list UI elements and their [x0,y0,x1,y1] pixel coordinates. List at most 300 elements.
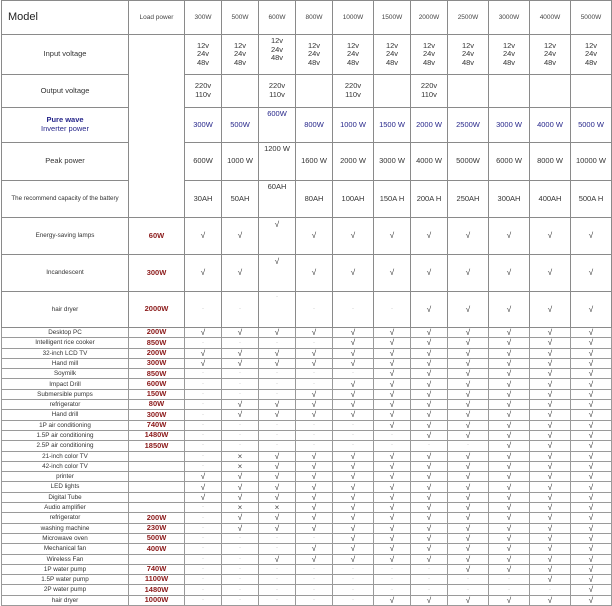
dash-mark-icon: - [185,451,222,461]
check-mark-icon: √ [259,348,296,358]
check-mark-icon: √ [296,461,333,471]
check-mark-icon: √ [448,292,489,328]
appliance-row [2,441,612,451]
voltage-line: 48v [422,57,436,67]
voltage-line: 48v [461,57,475,67]
dash-mark-icon: - [222,564,259,574]
check-mark-icon: √ [374,379,411,389]
check-mark-icon: √ [448,503,489,513]
check-mark-icon: √ [530,451,571,461]
voltage-line: 24v [502,49,516,59]
check-mark-icon: √ [489,379,530,389]
check-mark-icon: √ [489,338,530,348]
check-mark-icon: √ [448,595,489,605]
column-header: 500W [222,1,259,35]
check-mark-icon: √ [448,523,489,533]
dash-mark-icon: - [222,389,259,399]
voltage-line: 24v [233,49,247,59]
check-mark-icon: √ [259,218,296,255]
dash-mark-icon: - [374,585,411,595]
dash-mark-icon: - [489,575,530,585]
check-mark-icon: √ [374,410,411,420]
voltage-line: 48v [196,57,210,67]
check-mark-icon: √ [530,410,571,420]
voltage-line: 48v [385,57,399,67]
check-mark-icon: √ [222,328,259,338]
check-mark-icon: √ [333,410,374,420]
check-mark-icon: √ [571,369,612,379]
appliance-row [2,472,612,482]
appliance-name: 42-inch color TV [2,461,129,471]
input-voltage-value [222,35,259,75]
dash-mark-icon: - [259,379,296,389]
column-header: 600W [259,1,296,35]
appliance-load-power: 230W [129,523,185,533]
check-mark-icon: √ [411,430,448,440]
appliance-load-power: 1480W [129,430,185,440]
check-mark-icon: √ [374,544,411,554]
dash-mark-icon: - [185,389,222,399]
peak-power-value: 1000 W [222,143,259,181]
dash-mark-icon: - [185,564,222,574]
dash-mark-icon: - [259,441,296,451]
check-mark-icon: √ [374,482,411,492]
appliance-load-power [129,461,185,471]
appliance-name: Intelligent rice cooker [2,338,129,348]
pure-wave-value: 5000 W [571,108,612,143]
dash-mark-icon: - [259,544,296,554]
dash-mark-icon: - [185,430,222,440]
check-mark-icon: √ [571,451,612,461]
check-mark-icon: √ [259,492,296,502]
voltage-line: 12v [346,40,360,50]
dash-mark-icon: - [296,533,333,543]
appliance-row [2,410,612,420]
check-mark-icon: √ [222,472,259,482]
peak-power-value: 8000 W [530,143,571,181]
appliance-row [2,564,612,574]
dash-mark-icon: - [259,430,296,440]
dash-mark-icon: - [185,338,222,348]
dash-mark-icon: - [259,389,296,399]
check-mark-icon: √ [448,451,489,461]
appliance-row [2,503,612,513]
appliance-name: Microwave oven [2,533,129,543]
voltage-line: 12v [584,40,598,50]
appliance-row [2,338,612,348]
check-mark-icon: √ [259,482,296,492]
check-mark-icon: √ [489,451,530,461]
voltage-line: 110v [195,90,211,99]
appliance-row [2,348,612,358]
check-mark-icon: √ [411,544,448,554]
check-mark-icon: √ [530,420,571,430]
check-mark-icon: √ [448,218,489,255]
appliance-load-power: 1100W [129,575,185,585]
output-voltage-value [448,75,489,108]
appliance-name: Incandescent [2,255,129,292]
battery-value: 400AH [530,181,571,218]
check-mark-icon: √ [333,533,374,543]
check-mark-icon: √ [448,513,489,523]
dash-mark-icon: - [222,554,259,564]
dash-mark-icon: - [185,585,222,595]
appliance-row [2,575,612,585]
check-mark-icon: √ [571,503,612,513]
check-mark-icon: √ [489,369,530,379]
check-mark-icon: √ [571,544,612,554]
check-mark-icon: √ [374,420,411,430]
check-mark-icon: √ [571,513,612,523]
appliance-load-power [129,482,185,492]
check-mark-icon: √ [448,338,489,348]
dash-mark-icon: - [222,292,259,328]
cross-mark-icon: × [259,503,296,513]
appliance-name: 32-inch LCD TV [2,348,129,358]
check-mark-icon: √ [259,400,296,410]
check-mark-icon: √ [571,348,612,358]
appliance-load-power: 500W [129,533,185,543]
check-mark-icon: √ [571,492,612,502]
check-mark-icon: √ [222,255,259,292]
dash-mark-icon: - [296,564,333,574]
check-mark-icon: √ [411,492,448,502]
appliance-load-power: 600W [129,379,185,389]
dash-mark-icon: - [333,575,374,585]
check-mark-icon: √ [222,348,259,358]
appliance-row [2,400,612,410]
check-mark-icon: √ [571,328,612,338]
check-mark-icon: √ [448,410,489,420]
check-mark-icon: √ [530,328,571,338]
dash-mark-icon: - [333,430,374,440]
column-header: 3000W [489,1,530,35]
check-mark-icon: √ [185,358,222,368]
voltage-line: 24v [346,49,360,59]
check-mark-icon: √ [259,451,296,461]
check-mark-icon: √ [489,400,530,410]
battery-value: 200A H [411,181,448,218]
check-mark-icon: √ [411,503,448,513]
dash-mark-icon: - [222,369,259,379]
pure-wave-label [2,108,129,143]
voltage-line: 12v [196,40,210,50]
appliance-row [2,492,612,502]
appliance-name: 1P water pump [2,564,129,574]
check-mark-icon: √ [374,358,411,368]
check-mark-icon: √ [333,379,374,389]
check-mark-icon: √ [259,328,296,338]
dash-mark-icon: - [259,595,296,605]
check-mark-icon: √ [259,513,296,523]
check-mark-icon: √ [296,400,333,410]
appliance-row [2,430,612,440]
check-mark-icon: √ [530,482,571,492]
check-mark-icon: √ [530,400,571,410]
battery-value: 300AH [489,181,530,218]
appliance-name: Soymilk [2,369,129,379]
voltage-line: 12v [270,36,284,45]
check-mark-icon: √ [489,328,530,338]
appliance-load-power: 1480W [129,585,185,595]
check-mark-icon: √ [411,400,448,410]
dash-mark-icon: - [333,292,374,328]
check-mark-icon: √ [530,255,571,292]
appliance-row [2,358,612,368]
dash-mark-icon: - [448,441,489,451]
check-mark-icon: √ [222,513,259,523]
check-mark-icon: √ [489,492,530,502]
check-mark-icon: √ [333,544,374,554]
check-mark-icon: √ [489,218,530,255]
check-mark-icon: √ [411,523,448,533]
dash-mark-icon: - [185,292,222,328]
check-mark-icon: √ [296,554,333,564]
check-mark-icon: √ [411,472,448,482]
check-mark-icon: √ [333,400,374,410]
dash-mark-icon: - [489,585,530,595]
voltage-line: 220v [268,81,286,91]
appliance-name: 1.5P water pump [2,575,129,585]
peak-power-label: Peak power [2,143,129,181]
voltage-line: 24v [422,49,436,59]
input-voltage-value [333,35,374,75]
check-mark-icon: √ [374,523,411,533]
check-mark-icon: √ [489,482,530,492]
check-mark-icon: √ [333,328,374,338]
dash-mark-icon: - [185,533,222,543]
dash-mark-icon: - [259,420,296,430]
input-voltage-value [185,35,222,75]
check-mark-icon: √ [530,379,571,389]
pure-wave-value: 800W [296,108,333,143]
check-mark-icon: √ [333,472,374,482]
dash-mark-icon: - [185,595,222,605]
appliance-load-power [129,492,185,502]
check-mark-icon: √ [259,523,296,533]
output-voltage-value [333,75,374,108]
check-mark-icon: √ [374,472,411,482]
check-mark-icon: √ [530,513,571,523]
check-mark-icon: √ [571,400,612,410]
appliance-load-power: 300W [129,255,185,292]
appliance-name: washing machine [2,523,129,533]
voltage-line: 220v [194,81,212,91]
dash-mark-icon: - [296,585,333,595]
output-voltage-value [222,75,259,108]
check-mark-icon: √ [374,513,411,523]
check-mark-icon: √ [333,348,374,358]
check-mark-icon: √ [530,492,571,502]
load-power-blank [129,35,185,218]
appliance-name: Mechanical fan [2,544,129,554]
dash-mark-icon: - [296,369,333,379]
output-voltage-value [185,75,222,108]
dash-mark-icon: - [296,430,333,440]
check-mark-icon: √ [571,533,612,543]
check-mark-icon: √ [411,348,448,358]
appliance-row [2,482,612,492]
check-mark-icon: √ [259,461,296,471]
appliance-name: Digital Tube [2,492,129,502]
check-mark-icon: √ [259,410,296,420]
check-mark-icon: √ [489,348,530,358]
input-voltage-value [411,35,448,75]
dash-mark-icon: - [296,292,333,328]
appliance-row [2,544,612,554]
check-mark-icon: √ [448,400,489,410]
check-mark-icon: √ [571,218,612,255]
voltage-line: 48v [270,53,284,63]
check-mark-icon: √ [489,503,530,513]
dash-mark-icon: - [259,533,296,543]
dash-mark-icon: - [185,420,222,430]
appliance-load-power: 200W [129,513,185,523]
check-mark-icon: √ [489,420,530,430]
dash-mark-icon: - [185,461,222,471]
check-mark-icon: √ [333,554,374,564]
check-mark-icon: √ [374,255,411,292]
voltage-line: 48v [346,57,360,67]
check-mark-icon: √ [489,564,530,574]
check-mark-icon: √ [571,585,612,595]
output-voltage-value [411,75,448,108]
check-mark-icon: √ [571,430,612,440]
appliance-name: hair dryer [2,292,129,328]
check-mark-icon: √ [296,410,333,420]
appliance-load-power: 200W [129,328,185,338]
check-mark-icon: √ [374,595,411,605]
check-mark-icon: √ [374,503,411,513]
dash-mark-icon: - [296,379,333,389]
check-mark-icon: √ [530,292,571,328]
battery-value: 50AH [222,181,259,218]
check-mark-icon: √ [333,461,374,471]
check-mark-icon: √ [571,338,612,348]
voltage-line: 220v [344,81,362,91]
check-mark-icon: √ [448,420,489,430]
check-mark-icon: √ [185,348,222,358]
dash-mark-icon: - [259,338,296,348]
dash-mark-icon: - [411,575,448,585]
check-mark-icon: √ [448,492,489,502]
voltage-line: 110v [421,90,437,99]
check-mark-icon: √ [411,451,448,461]
dash-mark-icon: - [374,292,411,328]
check-mark-icon: √ [185,492,222,502]
check-mark-icon: √ [411,554,448,564]
check-mark-icon: √ [571,564,612,574]
spec-row-pure-wave [2,108,612,143]
appliance-name: Desktop PC [2,328,129,338]
appliance-name: Wireless Fan [2,554,129,564]
check-mark-icon: √ [374,533,411,543]
check-mark-icon: √ [489,595,530,605]
check-mark-icon: √ [222,400,259,410]
check-mark-icon: √ [259,358,296,368]
output-voltage-value [296,75,333,108]
dash-mark-icon: - [333,369,374,379]
check-mark-icon: √ [489,358,530,368]
check-mark-icon: √ [222,492,259,502]
appliance-row [2,379,612,389]
input-voltage-value [448,35,489,75]
cross-mark-icon: × [222,461,259,471]
dash-mark-icon: - [296,441,333,451]
dash-mark-icon: - [411,585,448,595]
pure-wave-value: 2000 W [411,108,448,143]
check-mark-icon: √ [222,218,259,255]
appliance-load-power [129,554,185,564]
check-mark-icon: √ [530,461,571,471]
check-mark-icon: √ [411,379,448,389]
check-mark-icon: √ [296,451,333,461]
check-mark-icon: √ [448,472,489,482]
check-mark-icon: √ [296,328,333,338]
check-mark-icon: √ [571,379,612,389]
dash-mark-icon: - [222,338,259,348]
check-mark-icon: √ [222,410,259,420]
dash-mark-icon: - [333,585,374,595]
voltage-line: 24v [307,49,321,59]
dash-mark-icon: - [259,585,296,595]
check-mark-icon: √ [296,523,333,533]
check-mark-icon: √ [448,482,489,492]
check-mark-icon: √ [530,218,571,255]
dash-mark-icon: - [185,503,222,513]
check-mark-icon: √ [333,451,374,461]
check-mark-icon: √ [259,255,296,292]
spec-row-output-voltage [2,75,612,108]
check-mark-icon: √ [296,255,333,292]
pure-wave-label-line2: Inverter power [41,124,89,133]
dash-mark-icon: - [185,523,222,533]
pure-wave-value: 500W [222,108,259,143]
check-mark-icon: √ [222,482,259,492]
voltage-line: 48v [233,57,247,67]
appliance-row [2,369,612,379]
appliance-name: Energy-saving lamps [2,218,129,255]
check-mark-icon: √ [530,523,571,533]
appliance-name: 1P air conditioning [2,420,129,430]
check-mark-icon: √ [489,410,530,420]
appliance-row [2,585,612,595]
voltage-line: 48v [543,57,557,67]
dash-mark-icon: - [411,441,448,451]
check-mark-icon: √ [333,482,374,492]
check-mark-icon: √ [530,533,571,543]
cross-mark-icon: × [222,503,259,513]
check-mark-icon: √ [489,389,530,399]
appliance-load-power: 2000W [129,292,185,328]
check-mark-icon: √ [333,492,374,502]
pure-wave-label-line1: Pure wave [46,115,84,125]
check-mark-icon: √ [185,218,222,255]
check-mark-icon: √ [571,255,612,292]
check-mark-icon: √ [530,544,571,554]
voltage-line: 24v [385,49,399,59]
dash-mark-icon: - [222,544,259,554]
load-power-header: Load power [129,1,185,35]
appliance-row [2,420,612,430]
check-mark-icon: √ [411,338,448,348]
appliance-name: 21-inch color TV [2,451,129,461]
check-mark-icon: √ [530,575,571,585]
column-header: 1000W [333,1,374,35]
check-mark-icon: √ [296,482,333,492]
dash-mark-icon: - [185,369,222,379]
input-voltage-value [296,35,333,75]
